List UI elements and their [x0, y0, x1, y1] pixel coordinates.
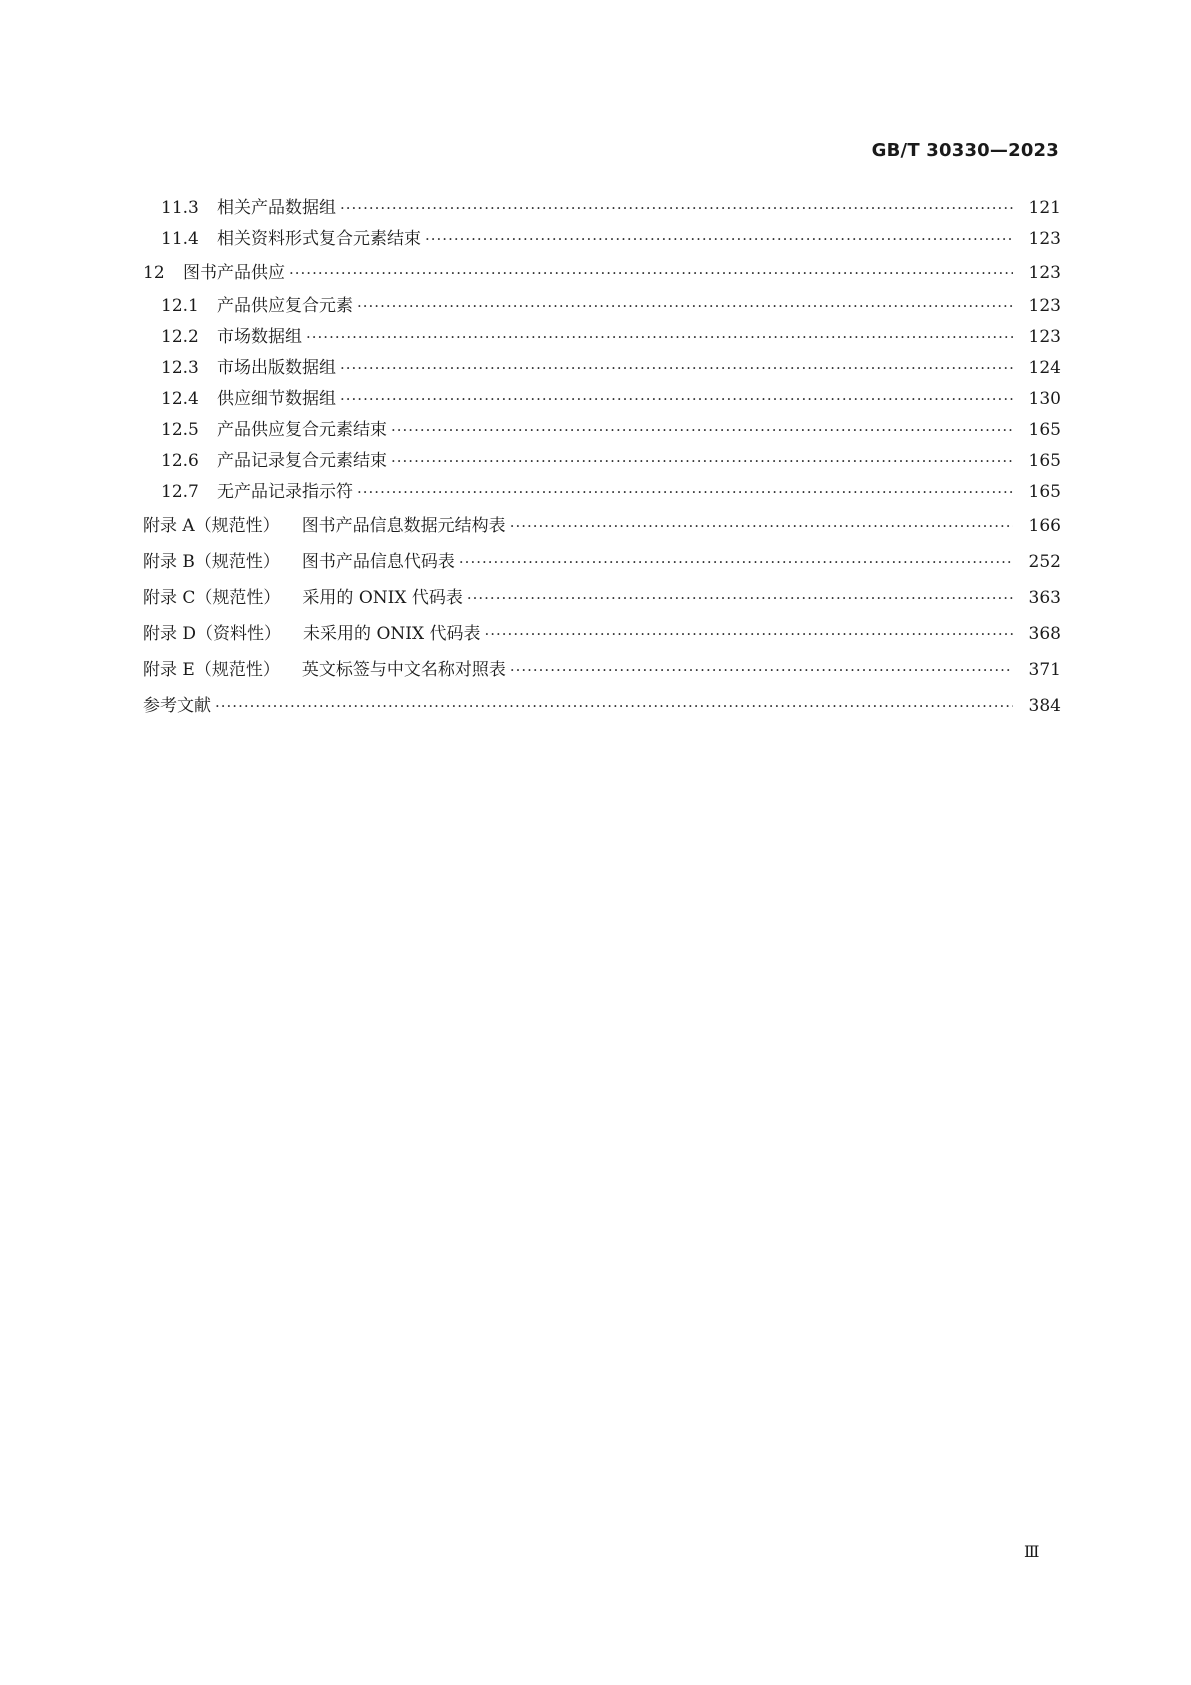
toc-entry-number: 12.1 [161, 296, 199, 316]
toc-entry-appendix[interactable] [143, 652, 1061, 688]
appendix-label: 附录 B [143, 552, 195, 572]
dot-leader [289, 255, 1013, 291]
toc-entry-title: 相关产品数据组 [217, 198, 336, 218]
toc-entry-title: 市场数据组 [217, 327, 302, 347]
appendix-kind: （规范性） [194, 552, 280, 572]
appendix-label: 附录 E [143, 660, 195, 680]
toc-entry-appendix[interactable] [143, 616, 1061, 652]
toc-entry[interactable] [143, 224, 1061, 255]
toc-entry[interactable] [143, 353, 1061, 384]
toc-entry-title: 相关资料形式复合元素结束 [217, 229, 421, 249]
toc-entry-number: 12.4 [161, 389, 199, 409]
toc-entry-title: 参考文献 [143, 696, 211, 716]
toc-entry-page: 123 [1028, 327, 1061, 347]
toc-entry-appendix[interactable] [143, 544, 1061, 580]
toc-entry-title: 未采用的 ONIX 代码表 [303, 624, 481, 644]
toc-entry-page: 123 [1028, 229, 1061, 249]
dot-leader [510, 508, 1013, 544]
toc-entry-page: 123 [1028, 263, 1061, 283]
toc-entry-title: 图书产品信息数据元结构表 [301, 516, 506, 536]
page-number: Ⅲ [1024, 1542, 1039, 1561]
toc-entry-title: 产品供应复合元素结束 [217, 420, 387, 440]
toc-entry[interactable] [143, 384, 1061, 415]
dot-leader [467, 580, 1013, 616]
appendix-label: 附录 C [143, 588, 196, 608]
toc-entry-title: 市场出版数据组 [217, 358, 336, 378]
dot-leader [391, 415, 1013, 446]
toc-entry-bibliography[interactable] [143, 688, 1061, 724]
toc-entry-title: 产品供应复合元素 [217, 296, 353, 316]
toc-entry[interactable] [143, 255, 1061, 291]
toc-entry-page: 165 [1028, 482, 1061, 502]
toc-entry-page: 165 [1028, 420, 1061, 440]
appendix-kind: （规范性） [195, 588, 281, 608]
document-code: GB/T 30330—2023 [871, 140, 1059, 161]
appendix-label: 附录 A [143, 516, 195, 536]
toc-entry-page: 124 [1028, 358, 1061, 378]
toc-entry-title: 采用的 ONIX 代码表 [302, 588, 463, 608]
dot-leader [484, 616, 1013, 652]
toc-entry-number: 11.4 [161, 229, 199, 249]
appendix-label: 附录 D [143, 624, 197, 644]
toc-entry-title: 图书产品信息代码表 [301, 552, 455, 572]
appendix-kind: （资料性） [196, 624, 282, 644]
dot-leader [215, 688, 1013, 724]
toc-entry-title: 无产品记录指示符 [217, 482, 353, 502]
toc-entry-title: 供应细节数据组 [217, 389, 336, 409]
dot-leader [357, 291, 1013, 322]
toc-entry-number: 12 [143, 263, 165, 283]
toc-entry[interactable] [143, 415, 1061, 446]
toc-entry-page: 166 [1028, 516, 1061, 536]
toc-entry-number: 11.3 [161, 198, 199, 218]
toc-entry-title: 英文标签与中文名称对照表 [301, 660, 506, 680]
toc-entry-title: 图书产品供应 [183, 263, 285, 283]
toc-entry-appendix[interactable] [143, 580, 1061, 616]
toc-entry-page: 363 [1028, 588, 1061, 608]
toc-entry-page: 368 [1028, 624, 1061, 644]
dot-leader [340, 384, 1013, 415]
toc-entry-number: 12.7 [161, 482, 199, 502]
dot-leader [459, 544, 1013, 580]
toc-entry-number: 12.6 [161, 451, 199, 471]
toc-entry-appendix[interactable] [143, 508, 1061, 544]
dot-leader [340, 193, 1013, 224]
toc-entry-page: 130 [1028, 389, 1061, 409]
toc-entry-page: 384 [1028, 696, 1061, 716]
dot-leader [340, 353, 1013, 384]
toc-entry[interactable] [143, 446, 1061, 477]
dot-leader [425, 224, 1013, 255]
toc-entry-page: 165 [1028, 451, 1061, 471]
appendix-kind: （规范性） [194, 660, 280, 680]
toc-entry[interactable] [143, 291, 1061, 322]
table-of-contents [143, 193, 1061, 724]
toc-entry-number: 12.3 [161, 358, 199, 378]
toc-entry-number: 12.5 [161, 420, 199, 440]
toc-entry[interactable] [143, 477, 1061, 508]
toc-entry-number: 12.2 [161, 327, 199, 347]
appendix-kind: （规范性） [194, 516, 280, 536]
toc-entry-page: 371 [1028, 660, 1061, 680]
toc-entry[interactable] [143, 193, 1061, 224]
dot-leader [391, 446, 1013, 477]
toc-entry-page: 121 [1028, 198, 1061, 218]
dot-leader [357, 477, 1013, 508]
toc-entry-page: 123 [1028, 296, 1061, 316]
toc-entry[interactable] [143, 322, 1061, 353]
dot-leader [510, 652, 1013, 688]
toc-entry-page: 252 [1028, 552, 1061, 572]
toc-entry-title: 产品记录复合元素结束 [217, 451, 387, 471]
dot-leader [306, 322, 1013, 353]
